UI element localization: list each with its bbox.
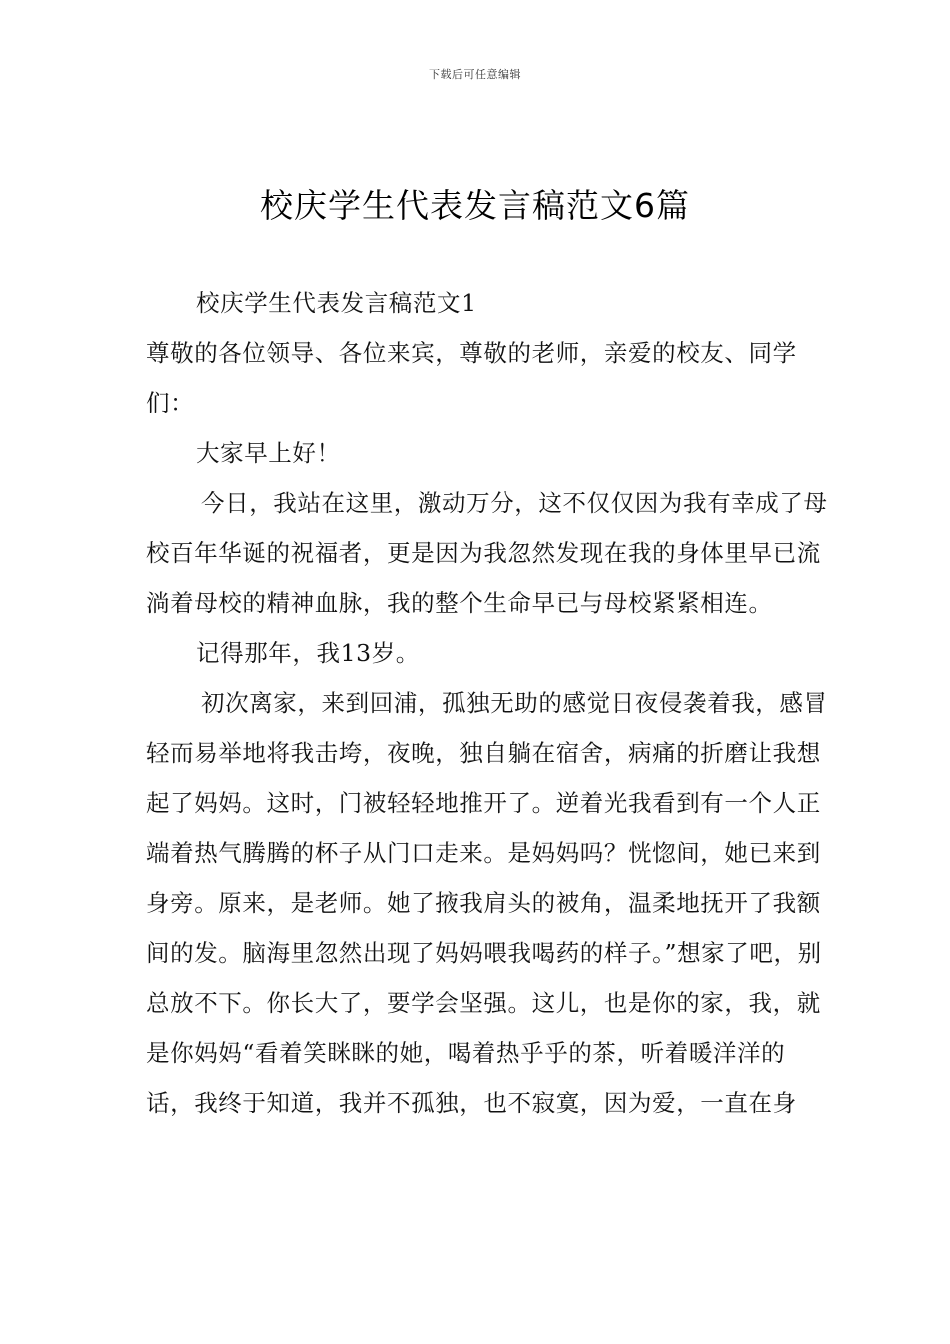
- header-note: 下载后可任意编辑: [429, 68, 521, 81]
- body-paragraph: 记得那年，我13岁。: [196, 639, 420, 667]
- greeting-paragraph: 大家早上好！: [196, 439, 341, 467]
- section-heading: 校庆学生代表发言稿范文1: [196, 289, 477, 317]
- document-body: [146, 278, 832, 1128]
- body-paragraph: 初次离家，来到回浦，孤独无助的感觉日夜侵袭着我，感冒轻而易举地将我击垮，夜晚，独自躺在宿舍，病痛的折磨让我想起了妈妈。这时，门被轻轻地推开了。逆着光我看到有一个人正端着热气腾腾的杯子从门口走来。是妈妈吗？恍惚间，她已来到身旁。原来，是老师。她了掖我肩头的被角，温柔地抚开了我额间的发。脑海里忽然出现了妈妈喂我喝药的样子。”想家了吧，别总放不下。你长大了，要学会坚强。这儿，也是你的家，我，就是你妈妈“看着笑眯眯的她，喝着热乎乎的茶，听着暖洋洋的话，我终于知道，我并不孤独，也不寂寞，因为爱，一直在身: [146, 689, 828, 1117]
- body-paragraph: 今日，我站在这里，激动万分，这不仅仅因为我有幸成了母校百年华诞的祝福者，更是因为我忽然发现在我的身体里早已流淌着母校的精神血脉，我的整个生命早已与母校紧紧相连。: [146, 489, 828, 617]
- document-title: 校庆学生代表发言稿范文6篇: [260, 186, 690, 225]
- salutation-paragraph: 尊敬的各位领导、各位来宾，尊敬的老师，亲爱的校友、同学们：: [146, 339, 797, 417]
